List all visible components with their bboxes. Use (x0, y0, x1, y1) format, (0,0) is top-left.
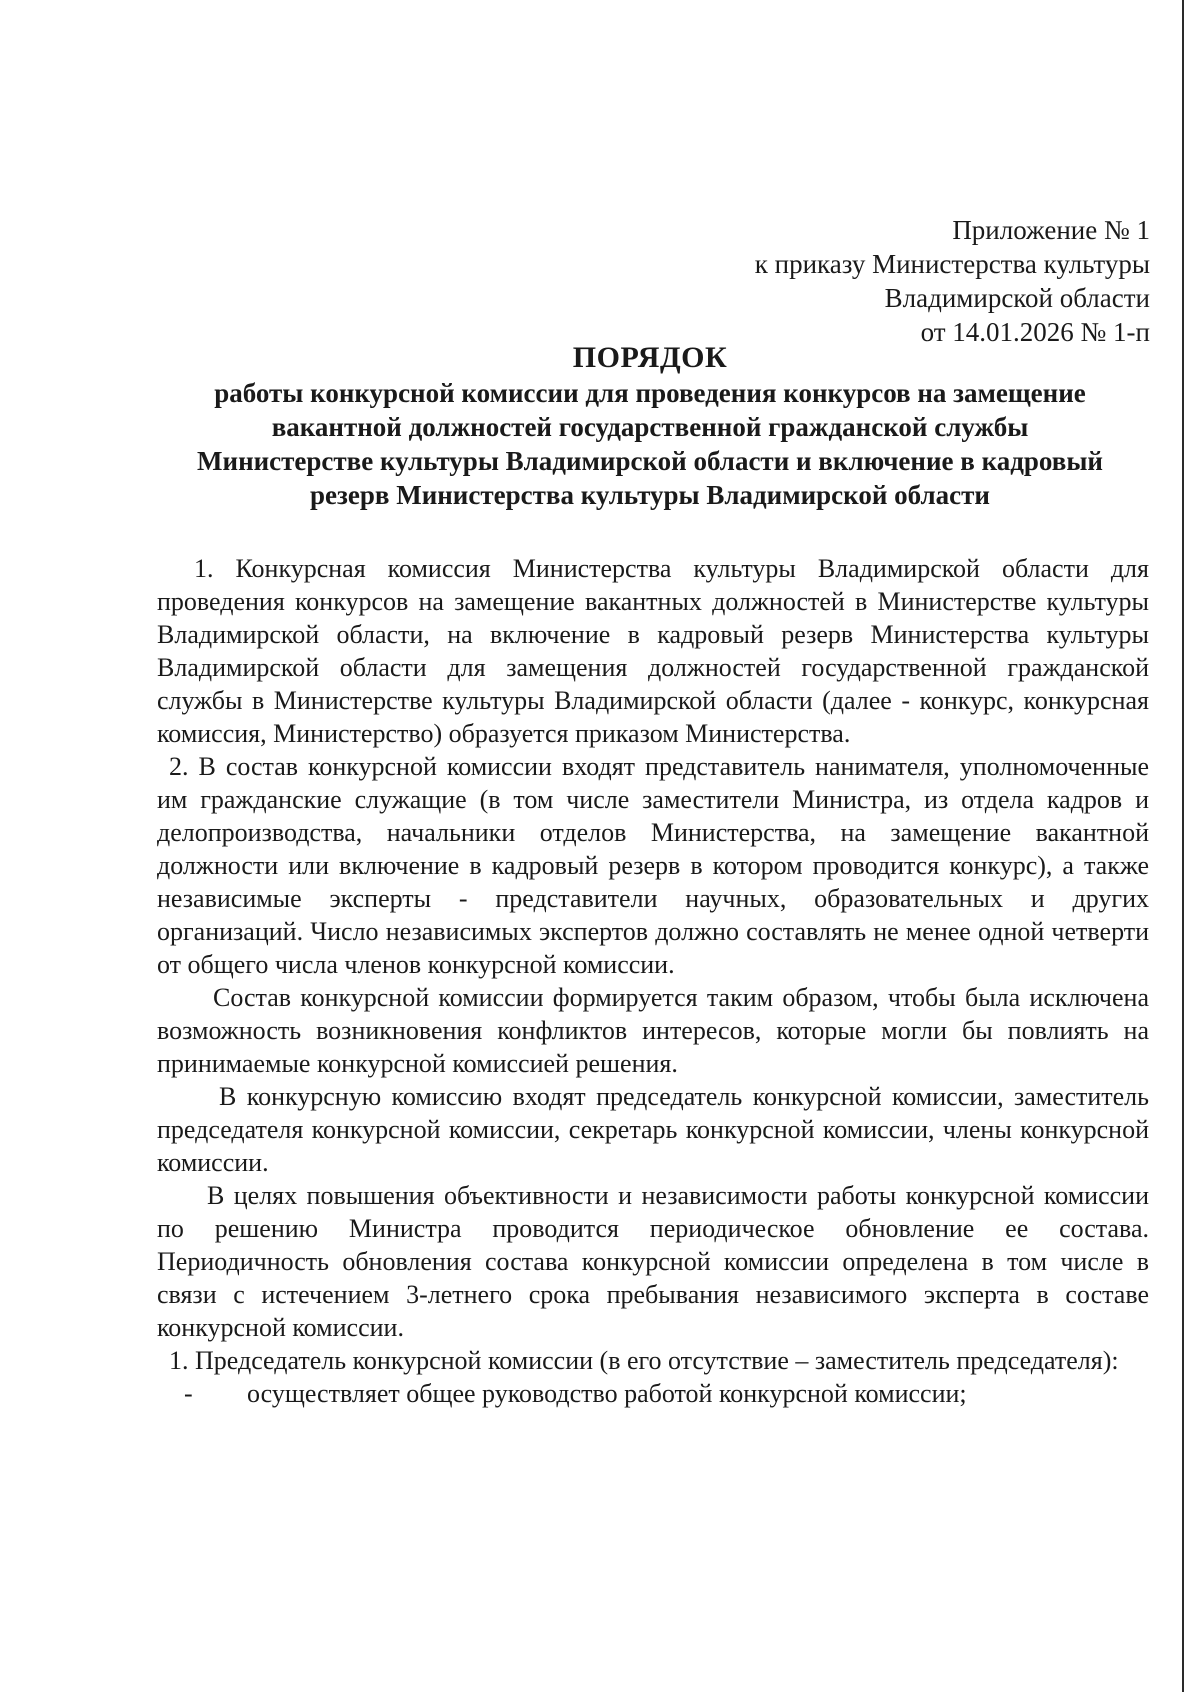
appendix-header (550, 213, 1150, 349)
appendix-number: Приложение № 1 (952, 215, 1150, 245)
bullet-text: осуществляет общее руководство работой конкурсной комиссии; (247, 1379, 967, 1408)
appendix-date: от 14.01.2026 № 1-п (920, 317, 1150, 347)
document-subtitle-line: работы конкурсной комиссии для проведения конкурсов на замещение (214, 378, 1086, 408)
paragraph: Состав конкурсной комиссии формируется таким образом, чтобы была исключена возможность возникновения конфликтов интересов, которые могли бы повлиять на принимаемые конкурсной комиссией решения. (157, 983, 1149, 1078)
bullet-item (157, 1377, 1149, 1410)
document-subtitle-line: Министерстве культуры Владимирской области и включение в кадровый (197, 446, 1103, 476)
appendix-region: Владимирской области (884, 283, 1150, 313)
paragraph: В конкурсную комиссию входят председатель конкурсной комиссии, заместитель председателя конкурсной комиссии, секретарь конкурсной комиссии, члены конкурсной комиссии. (157, 1082, 1149, 1177)
page-edge-line (1182, 0, 1184, 1692)
appendix-order-ref: к приказу Министерства культуры (754, 249, 1150, 279)
document-body (157, 552, 1149, 1410)
bullet-marker: - (184, 1379, 193, 1408)
paragraph: 2. В состав конкурсной комиссии входят представитель нанимателя, уполномоченные им гражданские служащие (в том числе заместители Министра, из отдела кадров и делопроизводства, начальники отделов Министерства, на замещение вакантной должности или включение в кадровый резерв в котором проводится конкурс), а также независимые эксперты - представители научных, образовательных и других организаций. Число независимых экспертов должно составлять не менее одной четверти от общего числа членов конкурсной комиссии. (157, 752, 1149, 979)
paragraph: 1. Председатель конкурсной комиссии (в его отсутствие – заместитель председателя): (169, 1346, 1119, 1375)
document-subtitle-line: резерв Министерства культуры Владимирской области (310, 480, 990, 510)
title-block (150, 340, 1150, 512)
paragraph: В целях повышения объективности и независимости работы конкурсной комиссии по решению Министра проводится периодическое обновление ее состава. Периодичность обновления состава конкурсной комиссии определена в том числе в связи с истечением 3-летнего срока пребывания независимого эксперта в составе конкурсной комиссии. (157, 1181, 1149, 1342)
paragraph: 1. Конкурсная комиссия Министерства культуры Владимирской области для проведения конкурсов на замещение вакантных должностей в Министерстве культуры Владимирской области, на включение в кадровый резерв Министерства культуры Владимирской области для замещения должностей государственной гражданской службы в Министерстве культуры Владимирской области (далее - конкурс, конкурсная комиссия, Министерство) образуется приказом Министерства. (157, 554, 1149, 748)
document-title: ПОРЯДОК (572, 341, 728, 374)
document-subtitle-line: вакантной должностей государственной гражданской службы (271, 412, 1029, 442)
